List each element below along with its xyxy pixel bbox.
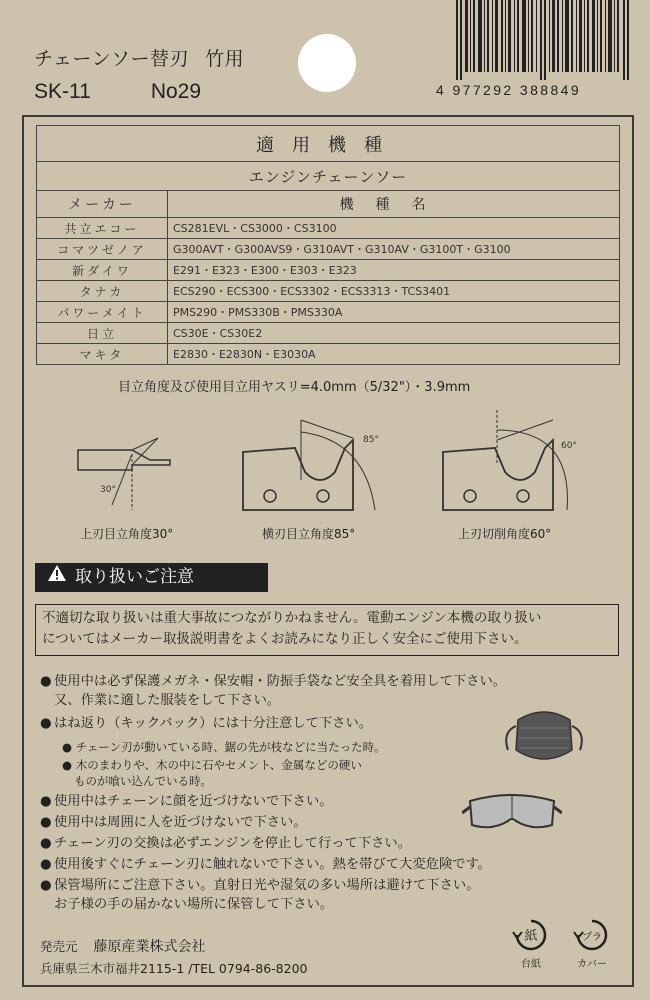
- table-row: [37, 344, 620, 365]
- caution-item: ● 使用後すぐにチェーン刃に触れないで下さい。熱を帯びて大変危険です。: [40, 857, 492, 872]
- cutting-angle-diagram: [435, 410, 595, 525]
- maker-cell: パワーメイト: [37, 302, 168, 323]
- kickback-sub-item: ● 木のまわりや、木の中に石やセメント、金属などの硬い ものが喰い込んでいる時。: [62, 758, 362, 788]
- kickback-text-cont: ものが喰い込んでいる時。: [74, 774, 212, 788]
- top-plate-angle-caption: 上刃目立角度30°: [80, 527, 174, 541]
- plastic-recycle-icon: [572, 918, 612, 952]
- model-cell: ECS290・ECS300・ECS3302・ECS3313・TCS3401: [168, 281, 620, 302]
- model-cell: PMS290・PMS330B・PMS330A: [168, 302, 620, 323]
- caution-item: ● 使用中は周囲に人を近づけないで下さい。: [40, 815, 307, 830]
- plastic-recycle-mark: [568, 918, 616, 970]
- maker-cell: 共立エコー: [37, 218, 168, 239]
- maker-cell: 新ダイワ: [37, 260, 168, 281]
- caution-item: ● 使用中は必ず保護メガネ・保安帽・防振手袋など安全具を着用して下さい。 又、作業に適した服装をして下さい。: [40, 674, 507, 708]
- caution-text: はね返り（キックバック）には十分注意して下さい。: [54, 716, 373, 731]
- table-row: [37, 281, 620, 302]
- caution-item: ● 保管場所にご注意下さい。直射日光や湿気の多い場所は避けて下さい。 お子様の手の届かない場所に保管して下さい。: [40, 878, 480, 912]
- plastic-recycle-label: カバー: [577, 959, 607, 970]
- warning-line-2: についてはメーカー取扱説明書をよくお読みになり正しく安全にご使用下さい。: [42, 631, 528, 647]
- column-header-model: 機種名: [168, 191, 620, 218]
- caution-item: ● はね返り（キックバック）には十分注意して下さい。: [40, 716, 373, 731]
- seller-name: 藤原産業株式会社: [93, 939, 206, 955]
- warning-triangle-icon: [47, 563, 67, 592]
- paper-recycle-mark-text: 紙: [524, 929, 538, 944]
- angle-label-60: 60°: [561, 441, 577, 451]
- cutting-angle-caption: 上刃切削角度60°: [458, 527, 552, 541]
- maker-cell: コマツゼノア: [37, 239, 168, 260]
- seller-label: 発売元: [40, 939, 78, 954]
- model-code: [34, 80, 201, 104]
- model-number: No29: [150, 80, 202, 103]
- model-cell: E291・E323・E300・E303・E323: [168, 260, 620, 281]
- product-use: 竹用: [205, 48, 245, 70]
- caution-item: ● 使用中はチェーンに顔を近づけないで下さい。: [40, 794, 333, 809]
- top-plate-angle-diagram: [70, 410, 200, 520]
- barcode: [456, 0, 631, 80]
- plastic-recycle-mark-text: プラ: [582, 932, 602, 943]
- table-row: [37, 239, 620, 260]
- compatible-models-table: [36, 125, 620, 365]
- paper-recycle-icon: [511, 918, 551, 952]
- side-plate-angle-diagram: [235, 410, 390, 525]
- warning-notice: [35, 604, 619, 656]
- model-cell: G300AVT・G300AVS9・G310AVT・G310AV・G3100T・G3100: [168, 239, 620, 260]
- caution-text-cont: 又、作業に適した服装をして下さい。: [54, 693, 281, 708]
- caution-item: ● チェーン刃の交換は必ずエンジンを停止して行って下さい。: [40, 836, 412, 851]
- caution-text-cont: お子様の手の届かない場所に保管して下さい。: [54, 897, 334, 912]
- caution-text: 使用中はチェーンに顔を近づけないで下さい。: [54, 794, 333, 809]
- kickback-sub-item: ● チェーン刃が動いている時、鋸の先が枝などに当たった時。: [62, 740, 386, 754]
- side-plate-angle-caption: 横刃目立角度85°: [262, 527, 356, 541]
- safety-goggles-icon: [462, 785, 562, 835]
- caution-text: 使用中は必ず保護メガネ・保安帽・防振手袋など安全具を着用して下さい。: [54, 674, 507, 689]
- paper-recycle-mark: [508, 918, 554, 970]
- column-header-maker: メーカー: [37, 191, 168, 218]
- seller-address: 兵庫県三木市福井2115-1 /TEL 0794-86-8200: [40, 961, 308, 976]
- angle-label-85: 85°: [363, 435, 379, 445]
- file-angle-note: 目立角度及び使用目立用ヤスリ=4.0mm（5/32"）・3.9mm: [118, 380, 471, 395]
- table-category: エンジンチェーンソー: [37, 162, 620, 191]
- hang-hole: [298, 34, 356, 92]
- model-cell: CS281EVL・CS3000・CS3100: [168, 218, 620, 239]
- maker-cell: タナカ: [37, 281, 168, 302]
- dust-mask-icon: [498, 702, 590, 772]
- barcode-number: 4 977292 388849: [436, 82, 581, 98]
- warning-line-1: 不適切な取り扱いは重大事故につながりかねません。電動エンジン本機の取り扱い: [42, 610, 542, 626]
- kickback-text: チェーン刃が動いている時、鋸の先が枝などに当たった時。: [75, 740, 386, 754]
- model-code-text: SK-11: [34, 80, 91, 103]
- warning-banner-text: 取り扱いご注意: [75, 567, 194, 587]
- paper-recycle-label: 台紙: [521, 959, 541, 970]
- caution-text: 使用中は周囲に人を近づけないで下さい。: [54, 815, 307, 830]
- maker-cell: 日立: [37, 323, 168, 344]
- caution-text: 使用後すぐにチェーン刃に触れないで下さい。熱を帯びて大変危険です。: [54, 857, 492, 872]
- table-row: [37, 218, 620, 239]
- seller-info: [40, 936, 206, 956]
- model-cell: CS30E・CS30E2: [168, 323, 620, 344]
- table-row: [37, 260, 620, 281]
- warning-banner: [35, 563, 268, 592]
- kickback-text: 木のまわりや、木の中に石やセメント、金属などの硬い: [75, 758, 362, 772]
- table-title: 適用機種: [37, 126, 620, 162]
- caution-text: 保管場所にご注意下さい。直射日光や湿気の多い場所は避けて下さい。: [54, 878, 480, 893]
- maker-cell: マキタ: [37, 344, 168, 365]
- table-row: [37, 302, 620, 323]
- model-cell: E2830・E2830N・E3030A: [168, 344, 620, 365]
- table-row: [37, 323, 620, 344]
- product-title-text: チェーンソー替刃: [34, 48, 190, 70]
- caution-text: チェーン刃の交換は必ずエンジンを停止して行って下さい。: [54, 836, 412, 851]
- product-title: [34, 44, 244, 71]
- angle-label-30: 30°: [100, 485, 116, 495]
